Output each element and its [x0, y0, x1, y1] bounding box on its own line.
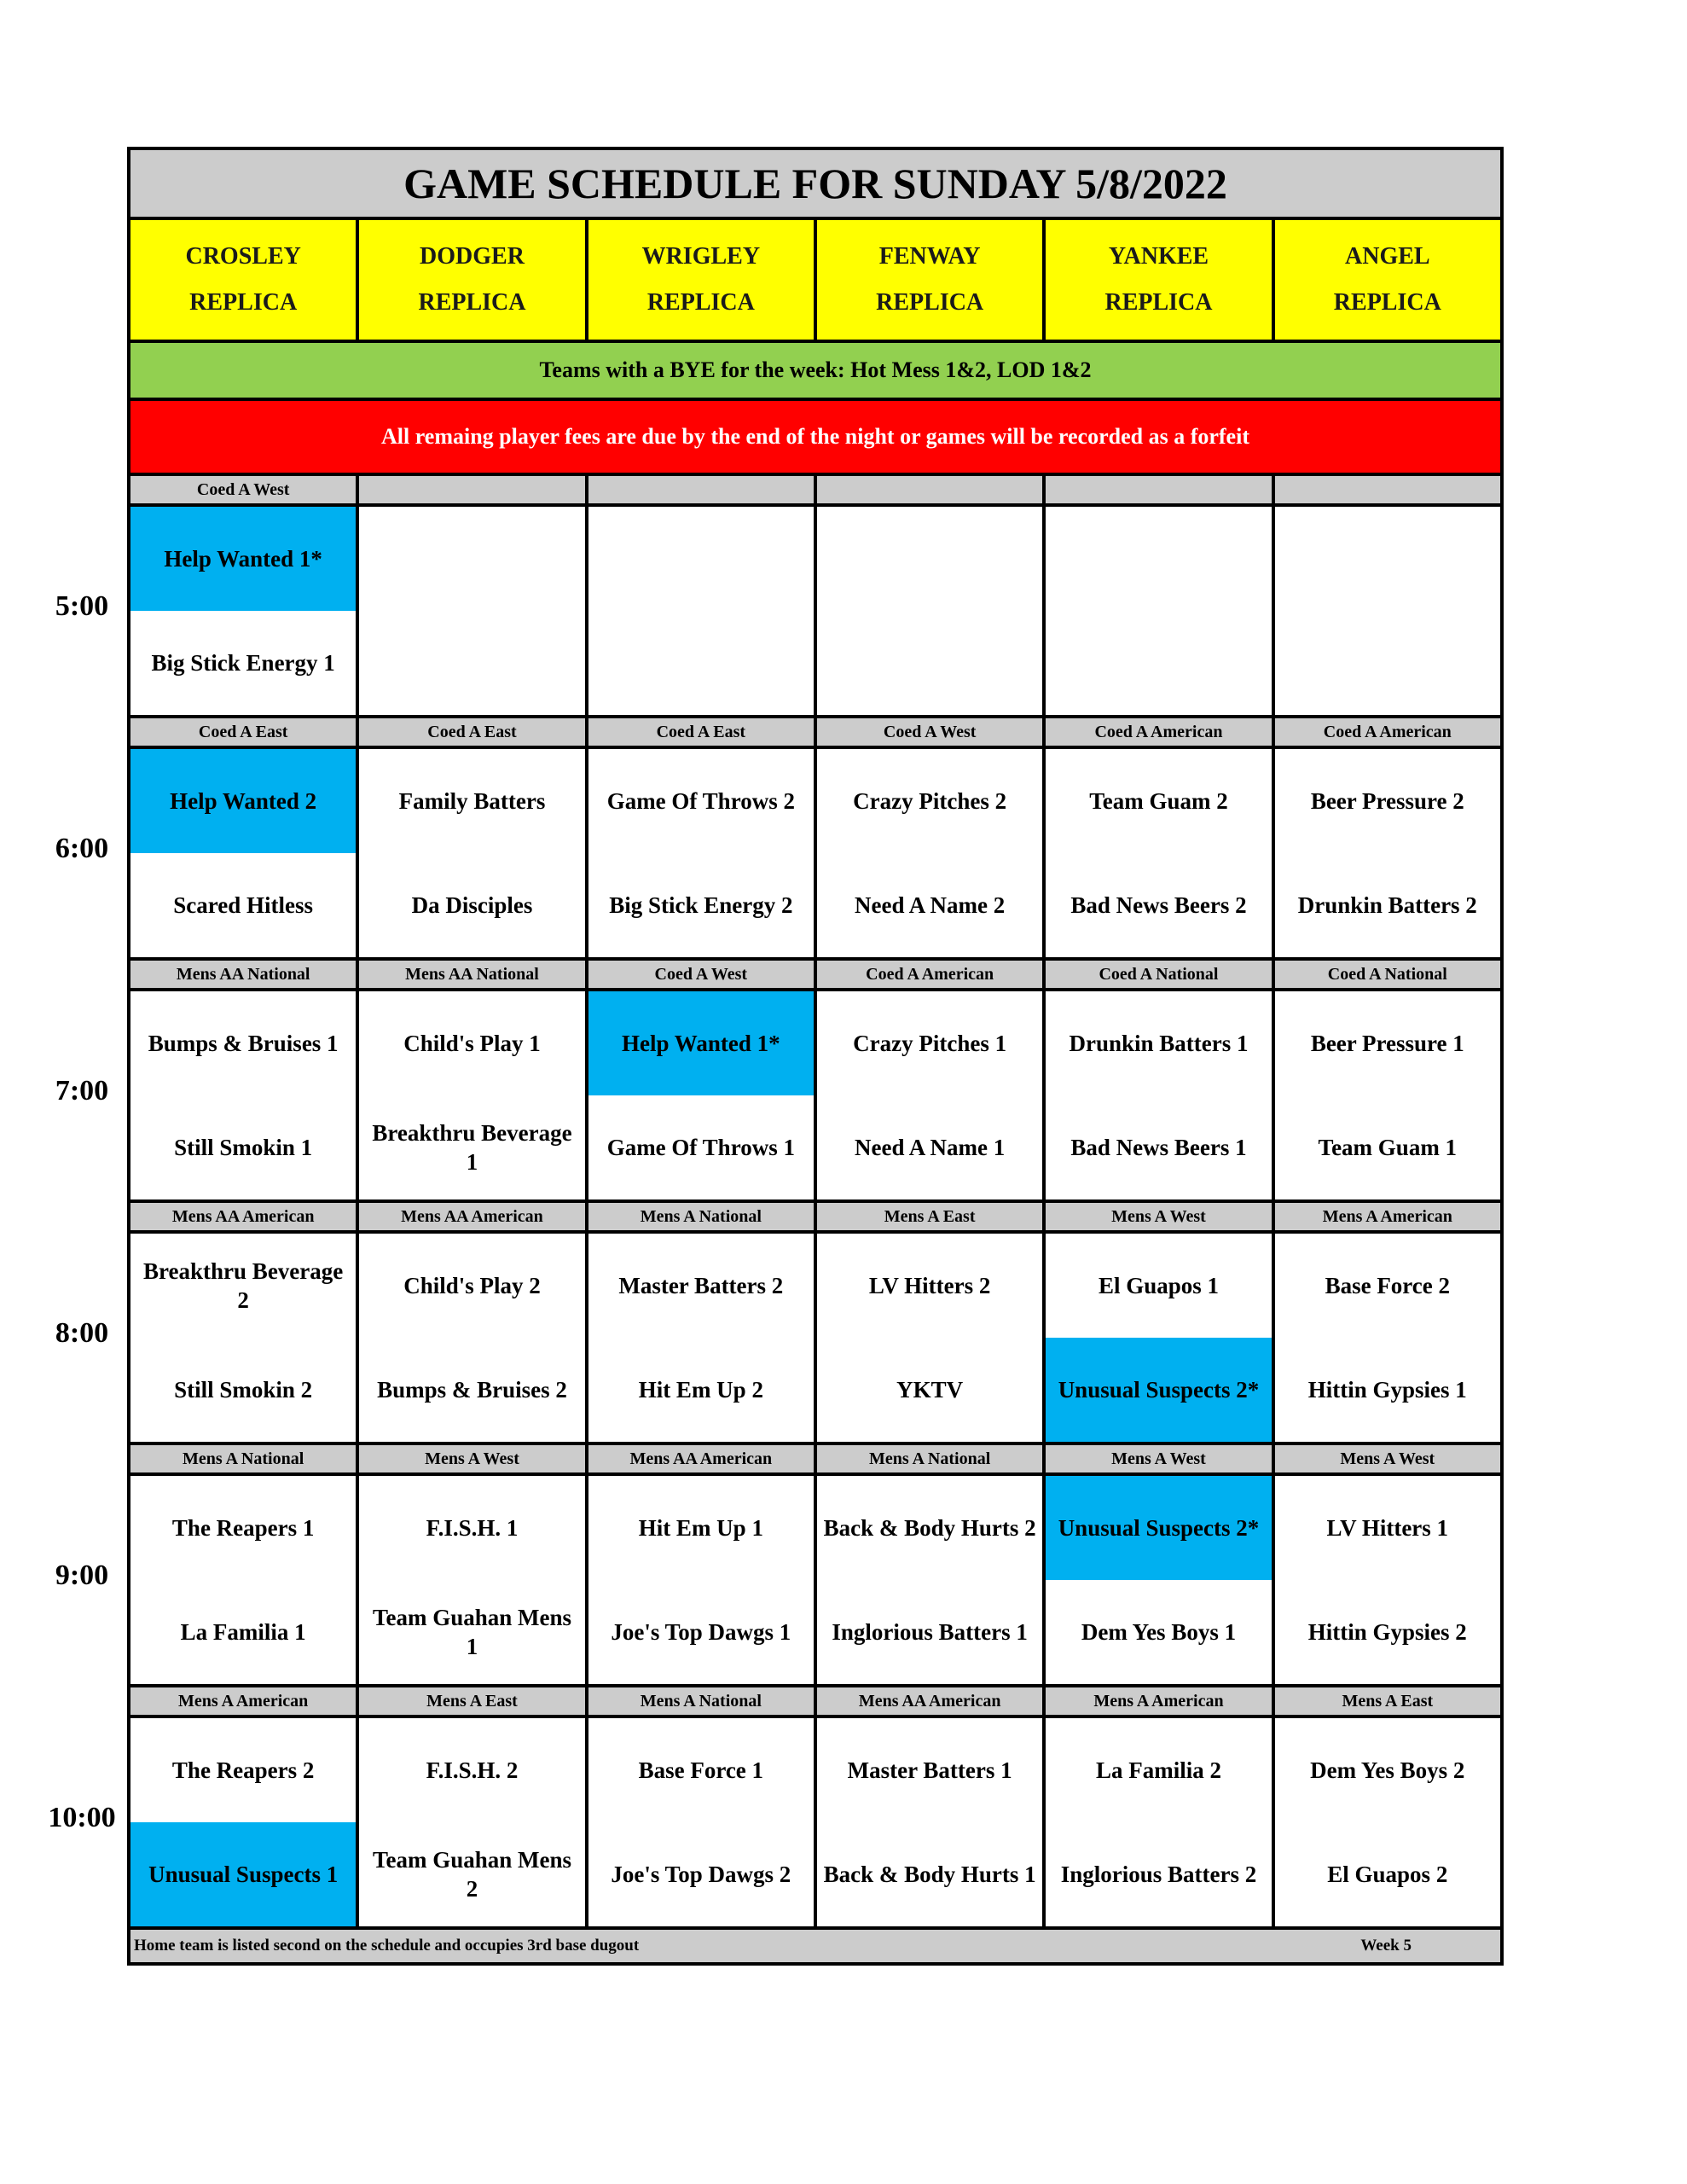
division-label: Mens A National [588, 1687, 817, 1715]
away-team: Unusual Suspects 2* [1046, 1476, 1271, 1580]
home-team: Hittin Gypsies 1 [1307, 1377, 1467, 1403]
away-team: Beer Pressure 1 [1310, 1031, 1464, 1056]
away-team [817, 507, 1042, 611]
time-label: 10:00 [48, 1802, 116, 1833]
division-label: Mens A American [130, 1687, 359, 1715]
game-cell [359, 1234, 588, 1442]
game-cell [1046, 507, 1274, 715]
division-row [130, 1445, 1500, 1476]
division-label [817, 476, 1046, 503]
field-name: YANKEE [1108, 243, 1209, 270]
game-cell [1046, 1718, 1274, 1926]
home-team: Inglorious Batters 1 [832, 1619, 1028, 1645]
time-slot [130, 1445, 1500, 1687]
division-label: Mens A National [130, 1445, 359, 1472]
game-cell [130, 1234, 359, 1442]
away-team: Drunkin Batters 1 [1069, 1031, 1249, 1056]
time-label: 6:00 [55, 833, 109, 864]
division-label [359, 476, 588, 503]
division-label: Mens A American [1046, 1687, 1274, 1715]
away-team: F.I.S.H. 1 [426, 1515, 519, 1541]
field-subtitle: REPLICA [1333, 289, 1441, 316]
games-row [130, 1718, 1500, 1926]
home-team: Still Smokin 1 [174, 1135, 313, 1160]
away-team: Back & Body Hurts 2 [823, 1515, 1036, 1541]
division-label: Coed A National [1046, 961, 1274, 988]
game-cell [130, 1476, 359, 1684]
away-team: Help Wanted 1* [130, 507, 356, 611]
away-team: F.I.S.H. 2 [426, 1757, 519, 1783]
games-row [130, 1234, 1500, 1442]
away-team [1275, 507, 1500, 611]
game-cell [130, 1718, 359, 1926]
game-cell [817, 1718, 1046, 1926]
division-label: Mens A West [1046, 1203, 1274, 1230]
game-cell [359, 991, 588, 1199]
home-team: Unusual Suspects 1 [130, 1822, 356, 1926]
home-team: Joe's Top Dawgs 1 [611, 1619, 791, 1645]
home-team: Breakthru Beverage 1 [372, 1120, 572, 1175]
home-team: Hittin Gypsies 2 [1307, 1619, 1467, 1645]
division-label: Mens A National [588, 1203, 817, 1230]
game-cell [1046, 991, 1274, 1199]
division-label: Coed A American [1046, 718, 1274, 746]
game-cell [588, 507, 817, 715]
division-row [130, 1687, 1500, 1718]
field-name: WRIGLEY [641, 243, 761, 270]
field-name: CROSLEY [185, 243, 301, 270]
game-cell [130, 991, 359, 1199]
division-label: Mens A East [1342, 1691, 1434, 1711]
away-team: Game Of Throws 2 [606, 788, 795, 814]
home-team: Team Guam 1 [1318, 1135, 1458, 1160]
game-cell [817, 507, 1046, 715]
field-name: DODGER [420, 243, 525, 270]
away-team: Crazy Pitches 2 [853, 788, 1007, 814]
bye-banner: Teams with a BYE for the week: Hot Mess 1&2, LOD 1&2 [130, 343, 1500, 401]
home-team: Need A Name 2 [855, 892, 1006, 918]
away-team: Team Guam 2 [1089, 788, 1228, 814]
division-row [130, 961, 1500, 991]
game-cell [817, 1476, 1046, 1684]
division-label: Coed A East [588, 718, 817, 746]
division-label: Mens A West [1046, 1445, 1274, 1472]
home-team: Big Stick Energy 1 [151, 650, 335, 676]
division-label: Mens A East [359, 1687, 588, 1715]
home-team: Da Disciples [411, 892, 533, 918]
home-team [817, 611, 1042, 715]
game-cell [130, 749, 359, 957]
field-header [1046, 220, 1274, 340]
home-team: Bad News Beers 2 [1070, 892, 1247, 918]
division-label: Mens AA American [130, 1203, 359, 1230]
division-label: Mens A American [1322, 1206, 1452, 1226]
field-header-row [130, 220, 1500, 343]
division-label: Mens AA American [817, 1687, 1046, 1715]
home-team: Hit Em Up 2 [638, 1377, 763, 1403]
field-header [588, 220, 817, 340]
division-label [1275, 476, 1500, 503]
games-row [130, 507, 1500, 715]
away-team: Base Force 2 [1325, 1273, 1451, 1298]
game-cell [1275, 991, 1500, 1199]
field-subtitle: REPLICA [418, 289, 526, 316]
division-label: Coed A American [1323, 722, 1452, 741]
home-team: Joe's Top Dawgs 2 [611, 1862, 791, 1887]
game-cell [588, 1718, 817, 1926]
footer-note: Home team is listed second on the schedule and occupies 3rd base dugout [134, 1937, 640, 1955]
division-label: Mens AA American [359, 1203, 588, 1230]
home-team: Back & Body Hurts 1 [823, 1862, 1036, 1887]
game-cell [1046, 1234, 1274, 1442]
home-team [1046, 611, 1271, 715]
away-team: Help Wanted 2 [130, 749, 356, 853]
field-header [1275, 220, 1500, 340]
away-team [359, 507, 584, 611]
game-cell [359, 749, 588, 957]
home-team: Bumps & Bruises 2 [377, 1377, 567, 1403]
game-cell [1046, 1476, 1274, 1684]
division-label: Coed A West [130, 476, 359, 503]
away-team: Bumps & Bruises 1 [148, 1031, 339, 1056]
schedule-footer [130, 1930, 1500, 1962]
away-team [1046, 507, 1271, 611]
away-team: El Guapos 1 [1098, 1273, 1219, 1298]
game-cell [359, 1476, 588, 1684]
field-header [359, 220, 588, 340]
division-row [130, 476, 1500, 507]
schedule-table [127, 147, 1504, 1966]
game-cell [588, 1476, 817, 1684]
away-team: Base Force 1 [638, 1757, 764, 1783]
game-cell [588, 749, 817, 957]
field-subtitle: REPLICA [646, 289, 755, 316]
away-team: Crazy Pitches 1 [853, 1031, 1007, 1056]
games-row [130, 1476, 1500, 1684]
division-label: Mens A National [817, 1445, 1046, 1472]
home-team: Need A Name 1 [855, 1135, 1006, 1160]
division-label: Coed A East [130, 718, 359, 746]
away-team: LV Hitters 2 [868, 1273, 991, 1298]
time-label: 9:00 [55, 1560, 109, 1591]
home-team [588, 611, 814, 715]
time-slot [130, 476, 1500, 718]
game-cell [1275, 1476, 1500, 1684]
games-row [130, 749, 1500, 957]
away-team: Breakthru Beverage 2 [143, 1258, 344, 1313]
home-team: Drunkin Batters 2 [1297, 892, 1477, 918]
home-team: Bad News Beers 1 [1070, 1135, 1247, 1160]
home-team: Team Guahan Mens 1 [372, 1605, 572, 1659]
game-cell [1275, 1718, 1500, 1926]
field-subtitle: REPLICA [189, 289, 298, 316]
away-team: Child's Play 2 [403, 1273, 541, 1298]
field-subtitle: REPLICA [876, 289, 984, 316]
game-cell [359, 507, 588, 715]
away-team: Family Batters [398, 788, 546, 814]
game-cell [1275, 749, 1500, 957]
time-slot [130, 961, 1500, 1203]
week-label: Week 5 [1360, 1937, 1412, 1955]
home-team: Team Guahan Mens 2 [372, 1847, 572, 1902]
division-row [130, 718, 1500, 749]
division-label: Coed A West [588, 961, 817, 988]
time-label: 5:00 [55, 590, 109, 622]
away-team: The Reapers 2 [171, 1757, 315, 1783]
division-label: Mens A East [817, 1203, 1046, 1230]
away-team: Master Batters 1 [847, 1757, 1012, 1783]
home-team [359, 611, 584, 715]
time-slot [130, 1203, 1500, 1445]
away-team: Help Wanted 1* [588, 991, 814, 1095]
time-slots [130, 476, 1500, 1930]
game-cell [588, 991, 817, 1199]
division-label: Mens AA National [130, 961, 359, 988]
home-team: La Familia 1 [180, 1619, 306, 1645]
division-label: Coed A National [1327, 964, 1447, 984]
division-label [1046, 476, 1274, 503]
game-cell [359, 1718, 588, 1926]
home-team: Big Stick Energy 2 [609, 892, 793, 918]
away-team [588, 507, 814, 611]
division-label: Mens A West [359, 1445, 588, 1472]
home-team [1275, 611, 1500, 715]
away-team: Child's Play 1 [403, 1031, 541, 1056]
away-team: Master Batters 2 [618, 1273, 784, 1298]
home-team: Inglorious Batters 2 [1060, 1862, 1257, 1887]
home-team: Unusual Suspects 2* [1046, 1338, 1271, 1442]
away-team: The Reapers 1 [171, 1515, 315, 1541]
division-label: Mens AA National [359, 961, 588, 988]
fees-banner: All remaing player fees are due by the end of the night or games will be recorded as a forfeit [130, 401, 1500, 476]
division-label: Mens AA American [588, 1445, 817, 1472]
field-subtitle: REPLICA [1104, 289, 1213, 316]
division-label: Coed A West [817, 718, 1046, 746]
game-cell [1275, 507, 1500, 715]
home-team: Game Of Throws 1 [606, 1135, 795, 1160]
game-cell [130, 507, 359, 715]
field-header [130, 220, 359, 340]
field-name: ANGEL [1345, 243, 1430, 270]
time-label: 7:00 [55, 1075, 109, 1107]
home-team: Scared Hitless [173, 892, 314, 918]
division-label: Mens A West [1340, 1449, 1435, 1468]
game-cell [1046, 749, 1274, 957]
field-header [817, 220, 1046, 340]
division-row [130, 1203, 1500, 1234]
game-cell [817, 1234, 1046, 1442]
home-team: YKTV [896, 1377, 964, 1403]
time-label: 8:00 [55, 1317, 109, 1349]
away-team: Hit Em Up 1 [638, 1515, 763, 1541]
games-row [130, 991, 1500, 1199]
time-slot [130, 1687, 1500, 1930]
division-label: Coed A American [817, 961, 1046, 988]
away-team: La Familia 2 [1095, 1757, 1221, 1783]
schedule-title: GAME SCHEDULE FOR SUNDAY 5/8/2022 [130, 150, 1500, 220]
away-team: LV Hitters 1 [1326, 1515, 1449, 1541]
field-name: FENWAY [878, 243, 981, 270]
game-cell [1275, 1234, 1500, 1442]
away-team: Beer Pressure 2 [1310, 788, 1464, 814]
game-cell [588, 1234, 817, 1442]
away-team: Dem Yes Boys 2 [1310, 1757, 1465, 1783]
game-cell [817, 749, 1046, 957]
home-team: Still Smokin 2 [174, 1377, 313, 1403]
home-team: Dem Yes Boys 1 [1081, 1619, 1237, 1645]
time-slot [130, 718, 1500, 961]
home-team: El Guapos 2 [1327, 1862, 1448, 1887]
division-label: Coed A East [359, 718, 588, 746]
division-label [588, 476, 817, 503]
game-cell [817, 991, 1046, 1199]
